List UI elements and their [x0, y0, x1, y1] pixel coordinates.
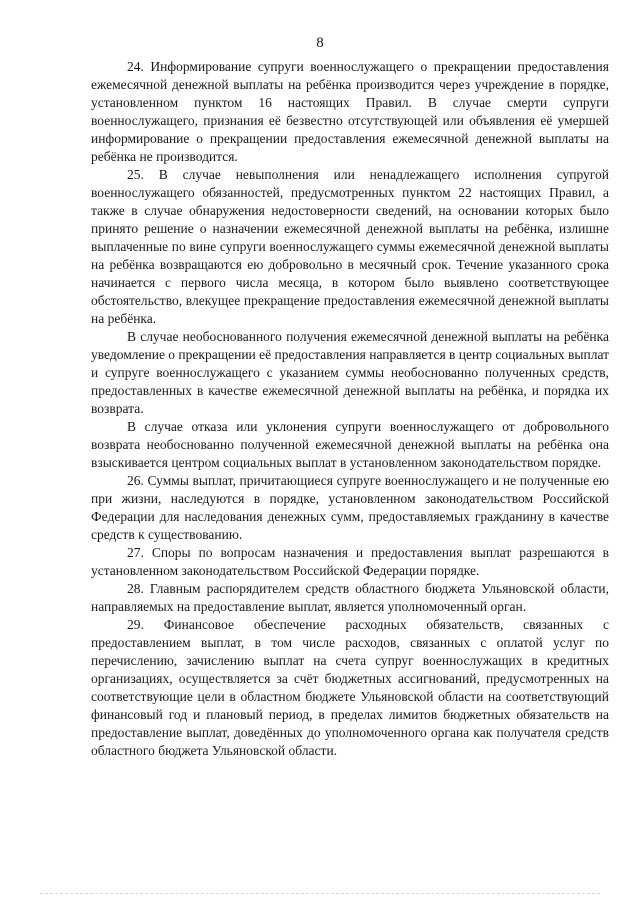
paragraph-29: 29. Финансовое обеспечение расходных обязательств, связанных с предоставлением выплат, в том числе расходов, связанных с оплатой услуг по перечислению, зачислению выплат на счета супруг военнослужащих в кредитных организациях, осуществляется за счёт бюджетных ассигнований, предусмотренных на соответствующие цели в областном бюджете Ульяновской области на соответствующий финансовый год и плановый период, в пределах лимитов бюджетных обязательств на предоставление выплат, доведённых до уполномоченного органа как получателя средств областного бюджета Ульяновской области.	[91, 617, 609, 758]
paragraph-25-refusal: В случае отказа или уклонения супруги военнослужащего от добровольного возврата необоснованно полученной ежемесячной денежной выплаты на ребёнка она взыскивается центром социальных выплат в установленном законодательством порядке.	[91, 419, 609, 470]
document-body	[91, 58, 609, 760]
paragraph-28: 28. Главным распорядителем средств областного бюджета Ульяновской области, направляемых на предоставление выплат, является уполномоченный орган.	[91, 581, 609, 614]
paragraph-24: 24. Информирование супруги военнослужащего о прекращении предоставления ежемесячной денежной выплаты на ребёнка производится через учреждение в порядке, установленном пунктом 16 настоящих Правил. В случае смерти супруги военнослужащего, признания её безвестно отсутствующей или объявления её умершей информирование о прекращении предоставления ежемесячной денежной выплаты на ребёнка не производится.	[91, 59, 609, 164]
paragraph-27: 27. Споры по вопросам назначения и предоставления выплат разрешаются в установленном законодательством Российской Федерации порядке.	[91, 545, 609, 578]
paragraph-26: 26. Суммы выплат, причитающиеся супруге военнослужащего и не полученные ею при жизни, наследуются в порядке, установленном законодательством Российской Федерации для наследования денежных сумм, предоставляемых гражданину в качестве средств к существованию.	[91, 473, 609, 542]
paragraph-25-unjustified-receipt: В случае необоснованного получения ежемесячной денежной выплаты на ребёнка уведомление о прекращении её предоставления направляется в центр социальных выплат и супруге военнослужащего с указанием суммы необоснованно полученных средств, предоставленных в качестве ежемесячной денежной выплаты на ребёнка, и порядка их возврата.	[91, 329, 609, 416]
scan-edge-marks	[40, 893, 600, 895]
page-number: 8	[316, 35, 324, 51]
paragraph-25: 25. В случае невыполнения или ненадлежащего исполнения супругой военнослужащего обязанностей, предусмотренных пунктом 22 настоящих Правил, а также в случае обнаружения недостоверности сведений, на основании которых было принято решение о назначении ежемесячной денежной выплаты на ребёнка, излишне выплаченные по вине супруги военнослужащего суммы ежемесячной денежной выплаты на ребёнка возвращаются ею добровольно в месячный срок. Течение указанного срока начинается с первого числа месяца, в котором было выявлено соответствующее обстоятельство, влекущее прекращение предоставления ежемесячной денежной выплаты на ребёнка.	[91, 167, 609, 326]
